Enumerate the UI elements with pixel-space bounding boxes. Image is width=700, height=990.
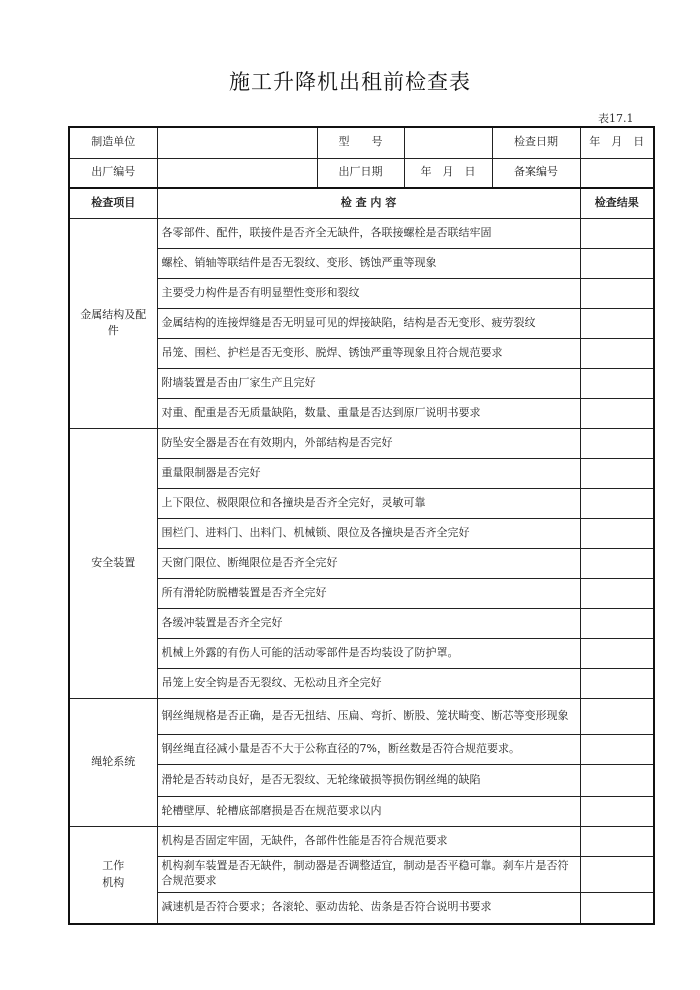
- check-item-text: 上下限位、极限限位和各撞块是否齐全完好，灵敏可靠: [157, 488, 580, 518]
- result-cell[interactable]: [580, 638, 654, 668]
- result-cell[interactable]: [580, 278, 654, 308]
- factory-date-field[interactable]: 年 月 日: [404, 158, 492, 188]
- check-item-text: 吊笼、围栏、护栏是否无变形、脱焊、锈蚀严重等现象且符合规范要求: [157, 338, 580, 368]
- check-item-text: 钢丝绳直径减小量是否不大于公称直径的7%，断丝数是否符合规范要求。: [157, 734, 580, 764]
- check-row: [69, 578, 654, 608]
- record-no-label: 备案编号: [492, 158, 580, 188]
- form-number: 表17.1: [598, 112, 634, 125]
- check-row: [69, 278, 654, 308]
- inspect-date-label: 检查日期: [492, 127, 580, 158]
- check-row: [69, 892, 654, 924]
- result-cell[interactable]: [580, 698, 654, 734]
- result-cell[interactable]: [580, 368, 654, 398]
- model-label: 型 号: [317, 127, 404, 158]
- check-item-text: 机械上外露的有伤人可能的活动零部件是否均装设了防护罩。: [157, 638, 580, 668]
- result-cell[interactable]: [580, 578, 654, 608]
- check-item-text: 机构是否固定牢固，无缺件，各部件性能是否符合规范要求: [157, 826, 580, 856]
- check-item-text: 轮槽壁厚、轮槽底部磨损是否在规范要求以内: [157, 796, 580, 826]
- check-item-text: 重量限制器是否完好: [157, 458, 580, 488]
- result-cell[interactable]: [580, 764, 654, 796]
- check-row: [69, 458, 654, 488]
- check-item-text: 附墙装置是否由厂家生产且完好: [157, 368, 580, 398]
- header-row-1: [69, 127, 654, 158]
- factory-date-label: 出厂日期: [317, 158, 404, 188]
- result-cell[interactable]: [580, 338, 654, 368]
- header-row-2: [69, 158, 654, 188]
- serial-label: 出厂编号: [69, 158, 157, 188]
- result-cell[interactable]: [580, 892, 654, 924]
- result-cell[interactable]: [580, 428, 654, 458]
- check-item-text: 各缓冲装置是否齐全完好: [157, 608, 580, 638]
- result-cell[interactable]: [580, 218, 654, 248]
- col-item-header: 检查项目: [69, 188, 157, 218]
- inspect-date-field[interactable]: 年 月 日: [580, 127, 654, 158]
- serial-field[interactable]: [157, 158, 317, 188]
- check-row: [69, 368, 654, 398]
- check-row: [69, 248, 654, 278]
- check-item-text: 螺栓、销轴等联结件是否无裂纹、变形、锈蚀严重等现象: [157, 248, 580, 278]
- check-item-text: 金属结构的连接焊缝是否无明显可见的焊接缺陷，结构是否无变形、疲劳裂纹: [157, 308, 580, 338]
- check-row: [69, 428, 654, 458]
- result-cell[interactable]: [580, 308, 654, 338]
- check-row: [69, 218, 654, 248]
- check-item-text: 吊笼上安全钩是否无裂纹、无松动且齐全完好: [157, 668, 580, 698]
- check-row: [69, 668, 654, 698]
- check-row: [69, 698, 654, 734]
- result-cell[interactable]: [580, 548, 654, 578]
- check-item-text: 围栏门、进料门、出料门、机械锁、限位及各撞块是否齐全完好: [157, 518, 580, 548]
- check-item-text: 钢丝绳规格是否正确，是否无扭结、压扁、弯折、断股、笼状畸变、断芯等变形现象: [157, 698, 580, 734]
- check-item-text: 各零部件、配件，联接件是否齐全无缺件，各联接螺栓是否联结牢固: [157, 218, 580, 248]
- result-cell[interactable]: [580, 796, 654, 826]
- result-cell[interactable]: [580, 248, 654, 278]
- inspection-table: [68, 126, 655, 925]
- check-row: [69, 398, 654, 428]
- col-content-header: 检 查 内 容: [157, 188, 580, 218]
- category-cell: 绳轮系统: [69, 698, 157, 826]
- category-cell: 安全装置: [69, 428, 157, 698]
- result-cell[interactable]: [580, 518, 654, 548]
- check-row: [69, 734, 654, 764]
- check-item-text: 机构刹车装置是否无缺件，制动器是否调整适宜，制动是否平稳可靠。刹车片是否符合规范要求: [157, 856, 580, 892]
- check-row: [69, 608, 654, 638]
- check-row: [69, 548, 654, 578]
- result-cell[interactable]: [580, 668, 654, 698]
- check-row: [69, 856, 654, 892]
- result-cell[interactable]: [580, 488, 654, 518]
- result-cell[interactable]: [580, 458, 654, 488]
- manufacturer-field[interactable]: [157, 127, 317, 158]
- check-item-text: 滑轮是否转动良好，是否无裂纹、无轮缘破损等损伤钢丝绳的缺陷: [157, 764, 580, 796]
- manufacturer-label: 制造单位: [69, 127, 157, 158]
- result-cell[interactable]: [580, 734, 654, 764]
- col-result-header: 检查结果: [580, 188, 654, 218]
- category-cell: 工作机构: [69, 826, 157, 924]
- check-item-text: 所有滑轮防脱槽装置是否齐全完好: [157, 578, 580, 608]
- result-cell[interactable]: [580, 608, 654, 638]
- result-cell[interactable]: [580, 826, 654, 856]
- check-row: [69, 796, 654, 826]
- check-item-text: 天窗门限位、断绳限位是否齐全完好: [157, 548, 580, 578]
- model-field[interactable]: [404, 127, 492, 158]
- check-row: [69, 488, 654, 518]
- category-cell: 金属结构及配件: [69, 218, 157, 428]
- result-cell[interactable]: [580, 398, 654, 428]
- check-row: [69, 308, 654, 338]
- check-row: [69, 638, 654, 668]
- record-no-field[interactable]: [580, 158, 654, 188]
- page-title: 施工升降机出租前检查表: [229, 70, 471, 94]
- check-item-text: 对重、配重是否无质量缺陷，数量、重量是否达到原厂说明书要求: [157, 398, 580, 428]
- check-item-text: 主要受力构件是否有明显塑性变形和裂纹: [157, 278, 580, 308]
- check-item-text: 减速机是否符合要求；各滚轮、驱动齿轮、齿条是否符合说明书要求: [157, 892, 580, 924]
- result-cell[interactable]: [580, 856, 654, 892]
- check-row: [69, 826, 654, 856]
- column-header-row: [69, 188, 654, 218]
- check-item-text: 防坠安全器是否在有效期内，外部结构是否完好: [157, 428, 580, 458]
- check-row: [69, 338, 654, 368]
- check-row: [69, 764, 654, 796]
- check-row: [69, 518, 654, 548]
